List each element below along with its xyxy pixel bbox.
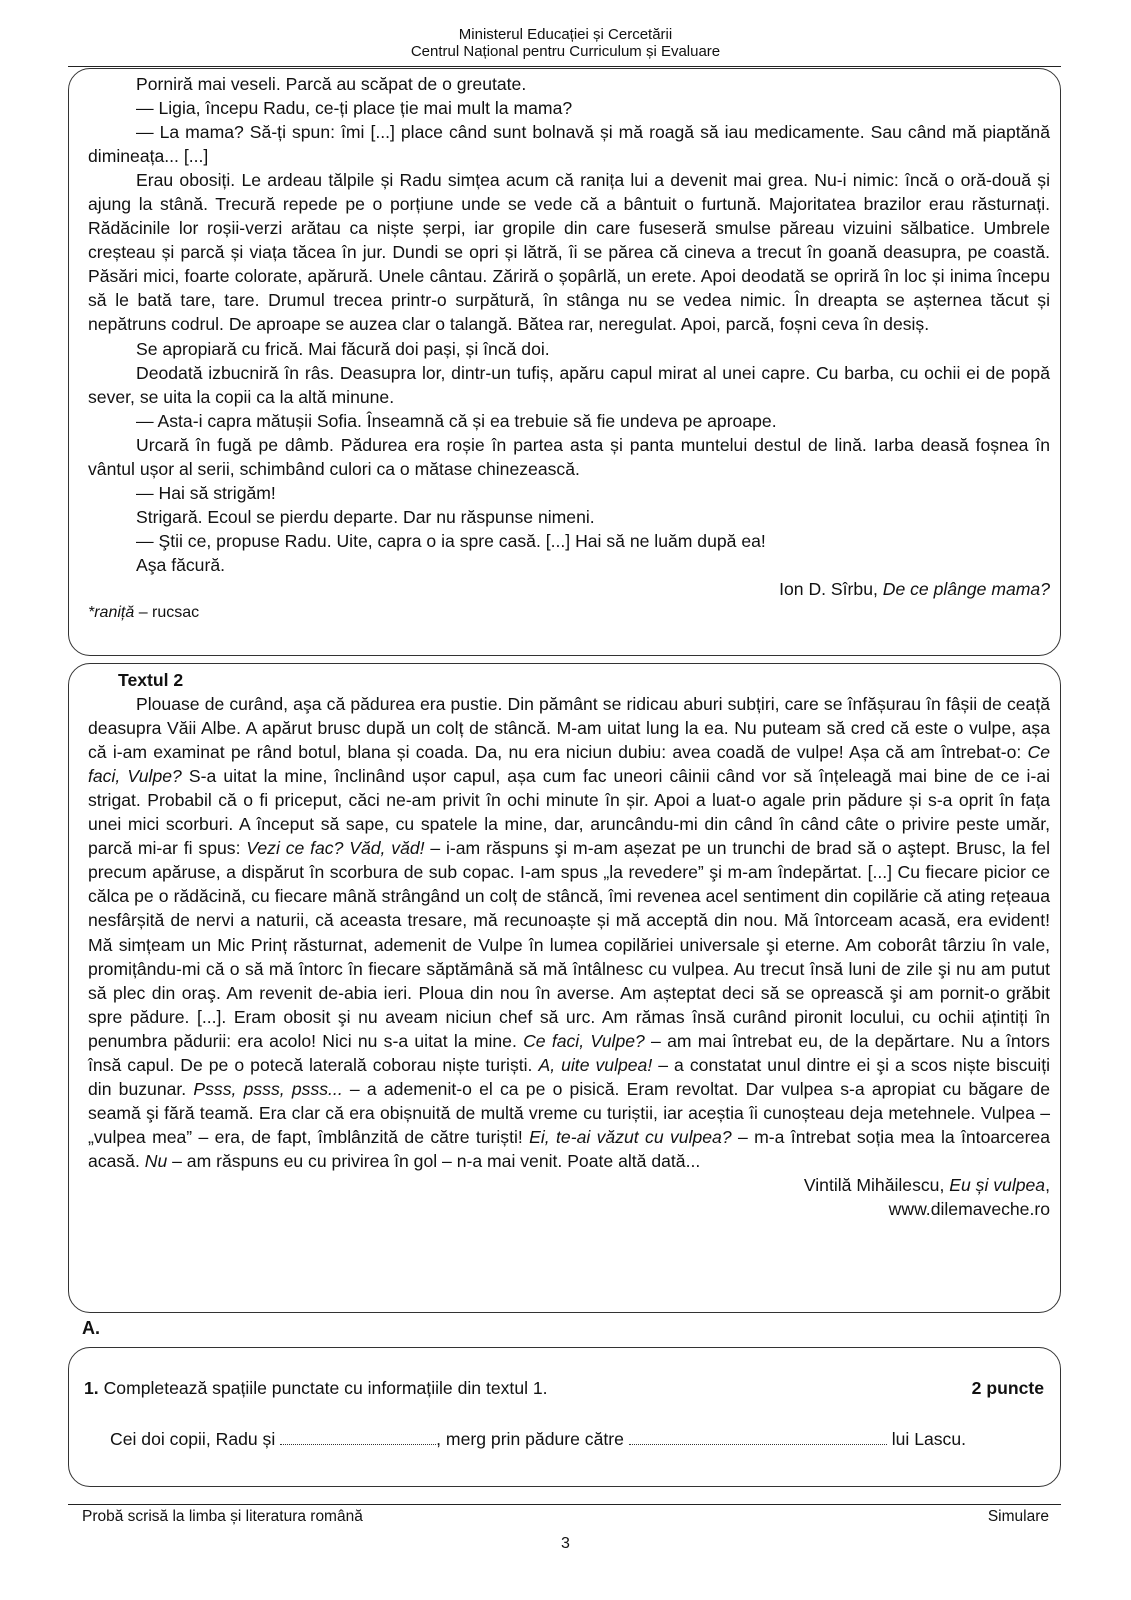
text1-paragraph: — La mama? Să-ți spun: îmi [...] place când sunt bolnavă și mă roagă să iau medicamente. Sau când mă piaptănă dimineața... [...] bbox=[88, 122, 1050, 167]
text1-author: Ion D. Sîrbu, bbox=[779, 578, 883, 599]
text2-segment: Plouase de curând, aşa că pădurea era pustie. Din pământ se ridicau aburi subțiri, care se înfășurau în fâșii de ceață deasupra Văii Albe. A apărut brusc după un colț de stâncă. M-am uitat lung la ea. Nu puteam să cred că este o vulpe, așa că i-am examinat pe rând botul, blana și coada. Da, nu era niciun dubiu: avea coadă de vulpe! Așa că am întrebat-o: bbox=[88, 694, 1050, 763]
question1-number: 1. bbox=[84, 1378, 99, 1398]
text2-italic-quote: Ce faci, Vulpe? bbox=[523, 1030, 645, 1051]
text2-body bbox=[88, 692, 1050, 1173]
fill-text-c: lui Lascu. bbox=[886, 1429, 967, 1449]
text2-author: Vintilă Mihăilescu, bbox=[803, 1174, 950, 1195]
text1-paragraph: Urcară în fugă pe dâmb. Pădurea era roșie în partea asta și panta muntelui destul de lină. Iarba deasă foșnea în vântul ușor al serii, schimbând culori ca o mătase chinezească. bbox=[88, 434, 1050, 479]
text2-segment: – a ademenit-o el ca pe o pisică. Eram revoltat. Dar vulpea s-a apropiat cu băgare de seamă şi fără teamă. Era clar că era obișnuită de multă vreme cu turiștii, iar aceștia îi cunoșteau deja metehnele. Vulpea – „vulpea mea” – era, de fapt, îmblânzită de către turiști! bbox=[88, 1078, 1050, 1147]
text1-paragraph: Strigară. Ecoul se pierdu departe. Dar nu răspunse nimeni. bbox=[136, 506, 595, 527]
section-a-label: A. bbox=[82, 1318, 100, 1338]
text2-source: www.dilemaveche.ro bbox=[888, 1199, 1050, 1220]
text1-paragraph: — Hai să strigăm! bbox=[136, 482, 276, 503]
footer-rule bbox=[68, 1504, 1061, 1505]
blank-field-2[interactable] bbox=[629, 1430, 887, 1445]
text2-italic-quote: A, uite vulpea! bbox=[538, 1054, 653, 1075]
fill-text-a: Cei doi copii, Radu și bbox=[110, 1429, 281, 1449]
text1-paragraph: — Ştii ce, propuse Radu. Uite, capra o ia spre casă. [...] Hai să ne luăm după ea! bbox=[136, 530, 766, 551]
text1-attribution bbox=[88, 577, 1050, 601]
page-header bbox=[0, 26, 1131, 60]
text2-italic-quote: Ce faci, Vulpe? bbox=[88, 742, 1050, 787]
question1-prompt bbox=[84, 1378, 1052, 1399]
footnote-term: *raniță bbox=[88, 604, 135, 622]
text2-passage bbox=[88, 668, 1050, 1221]
text2-italic-quote: Psss, psss, psss... bbox=[193, 1078, 343, 1099]
text1-paragraph: Porniră mai veseli. Parcă au scăpat de o greutate. bbox=[136, 74, 527, 94]
page-number: 3 bbox=[561, 1535, 570, 1552]
text1-paragraph: Aşa făcură. bbox=[136, 554, 225, 575]
fill-text-b: , merg prin pădure către bbox=[436, 1429, 629, 1449]
question1-fill-sentence bbox=[110, 1429, 1050, 1450]
text2-segment: S-a uitat la mine, înclinând ușor capul, așa cum fac uneori câinii când vor să înțeleagă mai bine de ce i-ai strigat. Probabil că o fi priceput, căci ne-am privit în ochi minute în șir. Apoi a luat-o agale prin pădure și s-a oprit în fața unei mici scorburi. A început să sape, cu spatele la mine, dar, aruncându-mi din când în când câte o privire peste umăr, parcă mi-ar fi spus: bbox=[88, 766, 1051, 859]
text2-segment: – m-a întrebat soția mea la întoarcerea acasă. bbox=[88, 1126, 1051, 1171]
text2-title: Textul 2 bbox=[118, 670, 184, 690]
question1-text: Completează spațiile punctate cu informațiile din textul 1. bbox=[98, 1378, 548, 1398]
text1-paragraph: Deodată izbucniră în râs. Deasupra lor, dintr-un tufiș, apăru capul mirat al unei capre. Cu barba, cu ochii ei de popă sever, se uita la copii ca la altă minune. bbox=[88, 362, 1050, 407]
blank-field-1[interactable] bbox=[280, 1430, 436, 1445]
text2-italic-quote: Nu bbox=[144, 1150, 168, 1171]
text2-work-title: Eu și vulpea bbox=[949, 1174, 1046, 1195]
header-rule bbox=[68, 66, 1061, 67]
text2-segment: – i-am răspuns şi m-am așezat pe un trunchi de brad să o aştept. Brusc, la fel precum apăruse, a dispărut în scorbura de sub copac. I-am spus „la revedere” şi m-am îndepărtat. [...] Cu fiecare picior ce călca pe o rădăcină, cu fiecare mână strângând un colț de stâncă, îmi revenea acel sentiment din copilărie că ating rețeaua nesfârșită de nervi a naturii, că aceasta tresare, mă recunoaște și mă acceptă din nou. Mă întorceam acasă, era evident! Mă simțeam un Mic Prinț răsturnat, ademenit de Vulpe în lumea copilăriei universale şi eterne. Am coborât târziu în vale, promițându-mi că o să mă întorc în fiecare săptămână să mă întâlnesc cu vulpea. Au trecut însă luni de zile şi nu am putut să plec din oraş. Am revenit de-abia ieri. Ploua din nou în averse. Am așteptat deci să se oprească şi am pornit-o grăbit spre pădure. [...]. Eram obosit şi nu aveam niciun chef să urc. Am rămas însă curând pironit locului, cu ochii ațintiți în penumbra pădurii: era acolo! Nici nu s-a uitat la mine. bbox=[88, 838, 1050, 1051]
text1-paragraph: — Ligia, începu Radu, ce-ți place ție mai mult la mama? bbox=[136, 98, 573, 119]
text1-paragraph: Erau obosiți. Le ardeau tălpile și Radu simțea acum că ranița lui a devenit mai grea. Nu-i nimic: încă o oră-două și ajung la stână. Trecură repede pe o porțiune unde se vede că a bântuit o furtună. Majoritatea brazilor erau răsturnați. Rădăcinile lor roșii-verzi arătau ca niște șerpi, iar gropile din care fuseseră smulse păreau vizuini sălbatice. Umbrele creșteau și parcă și viața tăcea în jur. Dundi se opri și lătră, îi se părea că cineva a trecut în goană deasupra, pe coastă. Păsări mici, foarte colorate, apărură. Unele cântau. Zăriră o șopârlă, un erete. Apoi deodată se opriră în loc și inima începu să le bată tare, tare. Drumul trecea printr-o surpătură, în stânga nu se vedea nimic. În dreapta se așternea tăcut și nepătruns codrul. De aproape se auzea clar o talangă. Bătea rar, neregulat. Apoi, parcă, foșni ceva în desiș. bbox=[88, 170, 1050, 335]
question1-frame bbox=[68, 1347, 1061, 1487]
text1-footnote bbox=[88, 601, 1050, 625]
footnote-definition: – rucsac bbox=[134, 604, 200, 622]
text1-paragraph: — Asta-i capra mătușii Sofia. Înseamnă că și ea trebuie să fie undeva pe aproape. bbox=[136, 410, 777, 431]
question1-points: 2 puncte bbox=[971, 1378, 1044, 1398]
text2-attribution bbox=[88, 1173, 1050, 1197]
text2-italic-quote: Vezi ce fac? Văd, văd! bbox=[246, 838, 425, 859]
text2-segment: – a constatat unul dintre ei şi a scos niște biscuiți din buzunar. bbox=[88, 1054, 1051, 1099]
text2-comma: , bbox=[1045, 1174, 1050, 1195]
text1-work-title: De ce plânge mama? bbox=[882, 578, 1050, 599]
text1-paragraph: Se apropiară cu frică. Mai făcură doi pași, și încă doi. bbox=[136, 338, 550, 359]
text1-passage bbox=[88, 72, 1050, 625]
header-ministry: Ministerul Educației și Cercetării bbox=[458, 26, 673, 43]
text2-segment: – am mai întrebat eu, de la depărtare. Nu a întors însă capul. De pe o potecă laterală coborau niște turiști. bbox=[88, 1030, 1050, 1075]
text2-segment: – am răspuns eu cu privirea în gol – n-a mai venit. Poate altă dată... bbox=[167, 1150, 701, 1171]
header-center: Centrul Național pentru Curriculum și Evaluare bbox=[410, 43, 721, 60]
footer-exam-type: Simulare bbox=[987, 1508, 1049, 1525]
text2-italic-quote: Ei, te-ai văzut cu vulpea? bbox=[529, 1126, 732, 1147]
footer-exam-name: Probă scrisă la limba și literatura română bbox=[82, 1508, 363, 1525]
